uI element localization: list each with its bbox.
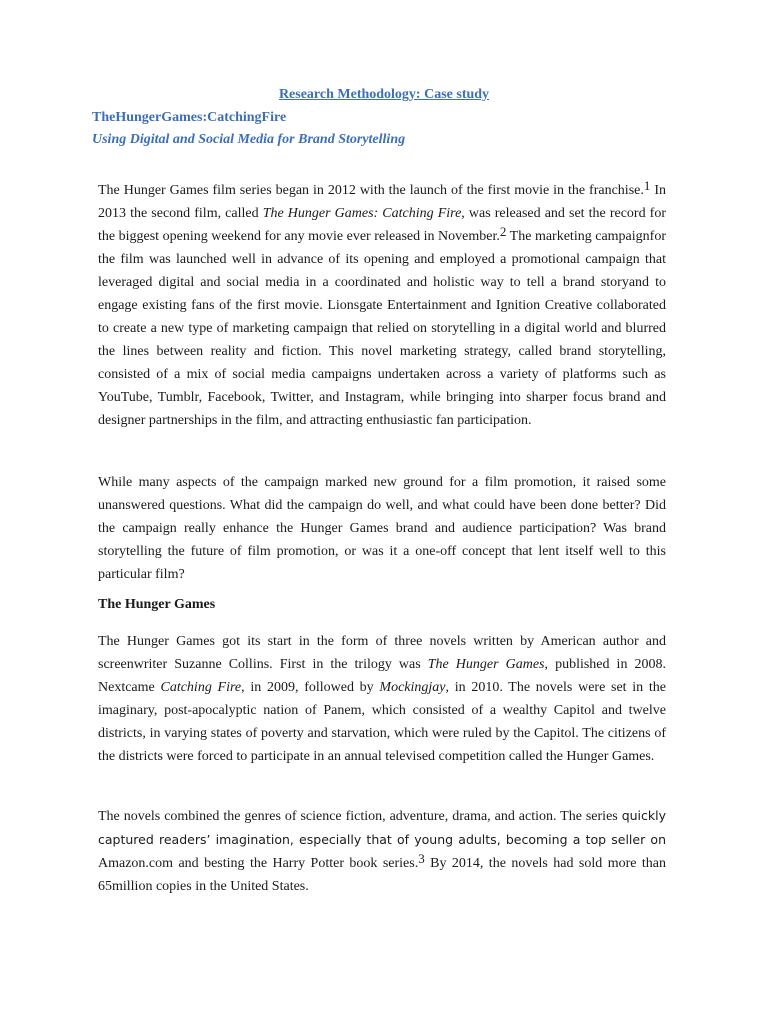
paragraph-intro: The Hunger Games film series began in 2012 with the launch of the first movie in the franchise.$^1$ In 2013 the second film, called The Hunger Games: Catching Fire, was released and set the record for the biggest opening weekend for any movie ever released in November.$^2$ The marketing campaignfor the film was launched well in advance of its opening and employed a promotional campaign that leveraged digital and social media in a coordinated and holistic way to tell a brand storyand to engage existing fans of the first movie. Lionsgate Entertainment and Ignition Creative collaborated to create a new type of marketing campaign that relied on storytelling in a digital world and blurred the lines between reality and fiction. This novel marketing strategy, called brand storytelling, consisted of a mix of social media campaigns undertaken across a variety of platforms such as YouTube, Tumblr, Facebook, Twitter, and Instagram, while bringing into sharper focus brand and designer partnerships in the film, and attracting enthusiastic fan participation. [98, 178, 667, 428]
footnote-ref-3[interactable]: 3 [418, 851, 425, 866]
section-heading: The Hunger Games [98, 597, 216, 612]
book-title-2: Catching Fire [160, 680, 242, 695]
case-study-subtitle: TheHungerGames:CatchingFire [92, 110, 287, 125]
book-title-1: The Hunger Games [427, 657, 545, 672]
paragraph-genres: The novels combined the genres of science fiction, adventure, drama, and action. The series quickly captured readers’ imagination, especially that of young adults, becoming a top seller on Amazon.com and besting the Harry Potter book series.$^3$ By 2014, the novels had sold more than 65million copies in the United States. [98, 808, 666, 894]
film-title: The Hunger Games: Catching Fire [262, 206, 462, 221]
paragraph-questions: While many aspects of the campaign marked new ground for a film promotion, it raised some unanswered questions. What did the campaign do well, and what could have been done better? Did the campaign really enhance the Hunger Games brand and audience participation? Was brand storytelling the future of film promotion, or was it a one-off concept that lent itself well to this particular film? [98, 475, 666, 582]
book-title-3: Mockingjay [379, 680, 446, 695]
footnote-ref-2[interactable]: 2 [499, 224, 507, 239]
case-study-tagline: Using Digital and Social Media for Brand Storytelling [92, 132, 406, 147]
document-title: Research Methodology: Case study [278, 87, 490, 102]
paragraph-novels: The Hunger Games got its start in the form of three novels written by American author and screenwriter Suzanne Collins. First in the trilogy was The Hunger Games, published in 2008. Nextcame Catching Fire, in 2009, followed by Mockingjay, in 2010. The novels were set in the imaginary, post-apocalyptic nation of Panem, which consisted of a wealthy Capitol and twelve districts, in varying states of poverty and starvation, which were ruled by the Capitol. The citizens of the districts were forced to participate in an annual televised competition called the Hunger Games. [98, 634, 666, 764]
footnote-ref-1[interactable]: 1 [643, 178, 651, 193]
